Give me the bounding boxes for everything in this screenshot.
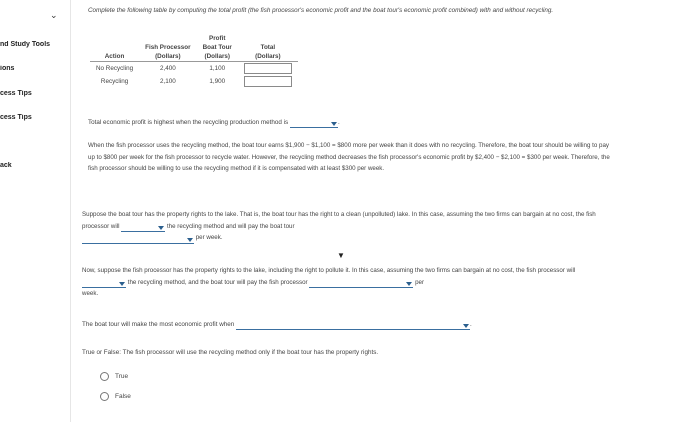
question-1: [88, 118, 340, 128]
main-content: [82, 0, 694, 422]
total-input-recycling[interactable]: [244, 76, 292, 87]
sidebar-item-success-tips-2[interactable]: cess Tips: [0, 114, 32, 121]
question-2: [82, 209, 602, 244]
question-3: [82, 265, 604, 300]
chevron-down-icon: [463, 324, 469, 328]
q3-action-dropdown[interactable]: [82, 278, 126, 288]
col-header-fish-unit: (Dollars): [139, 52, 197, 62]
col-header-total: Total: [260, 44, 276, 51]
q4-dropdown[interactable]: [236, 320, 470, 330]
q1-dropdown[interactable]: [290, 118, 338, 128]
q2-text-3: per week.: [195, 234, 223, 241]
q3-text-3: per: [415, 278, 425, 286]
row-boat-profit: 1,100: [209, 65, 226, 72]
question-5: True or False: The fish processor will use the recycling method only if the boat tour has the property rights.: [82, 349, 379, 356]
option-true[interactable]: [100, 372, 128, 381]
table-row: [90, 75, 298, 88]
row-action: No Recycling: [96, 65, 134, 72]
sidebar-item-feedback[interactable]: ack: [0, 162, 12, 169]
explanation: When the fish processor uses the recycling method, the boat tour earns $1,900 − $1,100 = $800 more per week than it does with no recycling. Therefore, the boat tour should be willing to pay up to $800 per week for the fish processor to recycle water. However, the recycling method decreases the fish processor's economic profit by $2,400 − $2,100 = $300 per week. Therefore, the fish processor should be willing to use the recycling method if it is compensated with at least $300 per week.: [88, 142, 610, 172]
chevron-down-icon: [331, 122, 337, 126]
chevron-down-icon: [406, 282, 412, 286]
sidebar-item-success-tips[interactable]: cess Tips: [0, 90, 32, 97]
q1-text: Total economic profit is highest when the recycling production method is: [88, 119, 289, 126]
question-4: [82, 320, 472, 330]
row-fish-profit: 2,100: [159, 78, 176, 85]
radio-false[interactable]: [100, 392, 109, 401]
chevron-down-icon[interactable]: ⌄: [50, 10, 58, 20]
q1-end: .: [337, 119, 340, 126]
col-header-total-unit: (Dollars): [238, 52, 298, 62]
col-header-profit: Profit: [209, 35, 226, 42]
row-fish-profit: 2,400: [159, 65, 176, 72]
sidebar-item-questions[interactable]: ions: [0, 65, 15, 72]
q2-text-1: Suppose the boat tour has the property rights to the lake. That is, the boat tour has the right to a clean (unpolluted) lake. In this case, assuming the two firms can bargain at no cost, the fish processor will: [82, 211, 596, 230]
q2-amount-dropdown[interactable]: [82, 234, 194, 244]
option-false[interactable]: [100, 392, 131, 401]
mouse-cursor-icon: ▼: [337, 251, 345, 260]
col-header-boat: Boat Tour: [202, 44, 232, 51]
q3-text-1: Now, suppose the fish processor has the property rights to the lake, including the right to pollute it. In this case, assuming the two firms can bargain at no cost, the fish processor will: [82, 267, 576, 274]
option-false-label: False: [115, 393, 131, 401]
chevron-down-icon: [158, 226, 164, 230]
radio-true[interactable]: [100, 372, 109, 381]
col-header-boat-unit: (Dollars): [197, 52, 238, 62]
row-action: Recycling: [100, 78, 129, 85]
col-header-action: Action: [90, 52, 139, 62]
q3-text-4: week.: [82, 290, 99, 297]
chevron-down-icon: [187, 238, 193, 242]
sidebar: [0, 0, 71, 422]
q3-amount-dropdown[interactable]: [309, 278, 413, 288]
q4-text: The boat tour will make the most economic profit when: [82, 321, 235, 328]
table-row: [90, 62, 298, 76]
total-input-no-recycling[interactable]: [244, 63, 292, 74]
q2-text-2: the recycling method and will pay the boat tour: [166, 222, 295, 230]
instructions: Complete the following table by computing the total profit (the fish processor's economic profit and the boat tour's economic profit combined) with and without recycling.: [88, 7, 554, 14]
profit-table: [90, 34, 298, 88]
option-true-label: True: [115, 373, 129, 381]
sidebar-item-study-tools[interactable]: nd Study Tools: [0, 41, 51, 48]
q4-end: .: [470, 321, 472, 328]
col-header-fish: Fish Processor: [145, 44, 191, 51]
row-boat-profit: 1,900: [209, 78, 226, 85]
q3-text-2: the recycling method, and the boat tour will pay the fish processor: [127, 278, 308, 286]
chevron-down-icon: [119, 282, 125, 286]
q2-action-dropdown[interactable]: [121, 222, 165, 232]
